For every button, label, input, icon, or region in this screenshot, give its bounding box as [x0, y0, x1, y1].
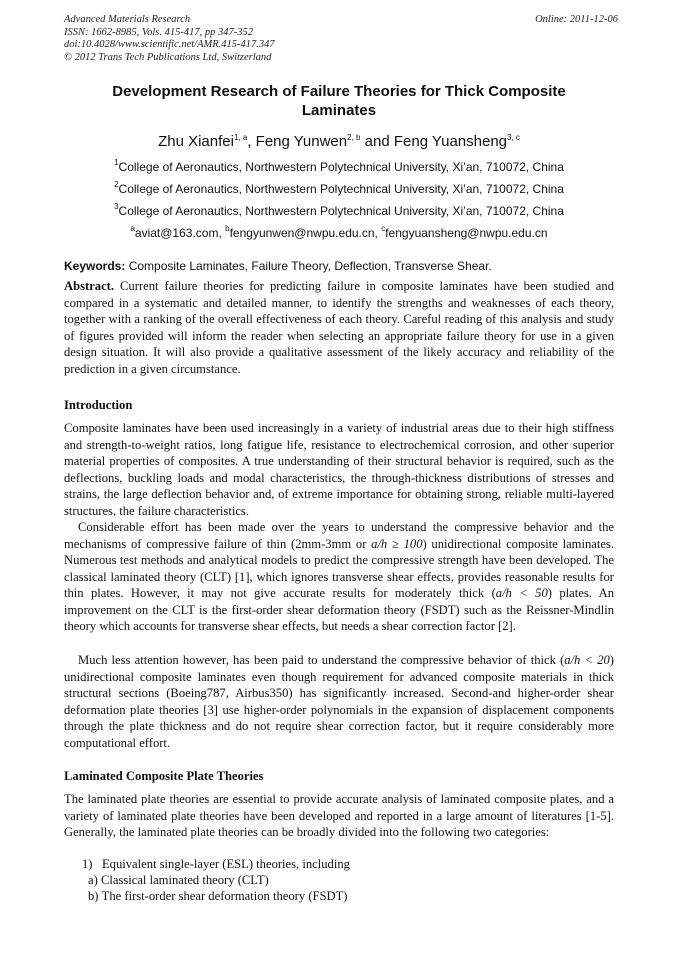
keywords-text: Composite Laminates, Failure Theory, Deflection, Transverse Shear. — [125, 259, 492, 273]
email-link[interactable]: fengyunwen@nwpu.edu.cn, — [229, 226, 382, 240]
paragraph-text: ) unidirectional composite laminates even though requirement for advanced composite materials in thick structural sections (Boeing787, Airbus350) has significantly increased. Second-and higher-order shear deformation plate theories [3] use higher-order polynomials in the expansion of displacement components through the plate thickness and do not require shear correction factor, but it require considerably more computational effort. — [64, 653, 614, 750]
journal-header — [64, 14, 618, 64]
math-expression: a/h < 20 — [564, 653, 610, 667]
copyright-line: © 2012 Trans Tech Publications Ltd, Switzerland — [64, 51, 272, 63]
list-text: Equivalent single-layer (ESL) theories, including — [101, 857, 350, 871]
email-link[interactable]: aviat@163.com, — [134, 226, 226, 240]
email-sup: b — [225, 224, 230, 233]
list-item — [88, 872, 269, 888]
affiliation-text: College of Aeronautics, Northwestern Polytechnical University, Xi’an, 710072, China — [118, 182, 564, 196]
list-item — [88, 888, 348, 904]
section-heading-plate-theories: Laminated Composite Plate Theories — [64, 769, 264, 783]
issn-line: ISSN: 1662-8985, Vols. 415-417, pp 347-352 — [64, 26, 253, 38]
paragraph-text: Considerable effort has been made over the years to understand the compressive behavior and the mechanisms of compressive failure of thin (2mm-3mm or — [64, 520, 614, 551]
abstract-text: Current failure theories for predicting failure in composite laminates have been studied and compared in a systematic and detailed manner, to identify the strengths and weaknesses of each theory, together with a ranking of the overall effectiveness of each theory. Careful reading of this analysis and study of figures provided will inform the reader when selecting an appropriate failure theory for use in a given design situation. It will also provide a qualitative assessment of the likely accuracy and reliability of the prediction in a given circumstance. — [64, 279, 614, 376]
math-expression: a/h < 50 — [495, 586, 548, 600]
author-list — [64, 129, 614, 151]
abstract — [64, 278, 614, 377]
list-item — [82, 856, 350, 872]
intro-paragraph-1: Composite laminates have been used increasingly in a variety of industrial areas due to their high stiffness and strength-to-weight ratios, long fatigue life, resistance to electrochemical corrosion, and other superior material properties of composites. A true understanding of their structural behavior is required, such as the deflections, buckling loads and modal characteristics, the through-thickness distributions of stresses and strains, the large deflection behavior and, of extreme importance for obtaining strong, reliable multi-layered structures, the failure characteristics. — [64, 421, 614, 518]
section-heading-introduction: Introduction — [64, 398, 133, 412]
affiliation-sup: 3 — [114, 202, 119, 211]
author-separator: and — [360, 133, 394, 150]
list-marker: 1) — [82, 857, 93, 871]
author-name: Feng Yunwen — [255, 133, 348, 150]
email-sup: c — [381, 224, 386, 233]
email-sup: a — [130, 224, 135, 233]
paper-title: Development Research of Failure Theories for Thick Composite Laminates — [112, 83, 566, 119]
author-sup: 2, b — [347, 133, 361, 142]
keywords-label: Keywords: — [64, 259, 126, 273]
affiliation-text: College of Aeronautics, Northwestern Polytechnical University, Xi’an, 710072, China — [118, 160, 564, 174]
plate-theories-paragraph: The laminated plate theories are essential to provide accurate analysis of laminated composite plates, and a variety of laminated plate theories have been developed and reported in a large amount of literatures [1-5]. Generally, the laminated plate theories can be broadly divided into the following two categories: — [64, 792, 614, 839]
paragraph-text: Much less attention however, has been paid to understand the compressive behavior of thick ( — [78, 653, 565, 667]
author-separator: , — [247, 133, 256, 150]
list-text: The first-order shear deformation theory (FSDT) — [101, 889, 348, 903]
author-name: Feng Yuansheng — [393, 133, 508, 150]
email-link[interactable]: fengyuansheng@nwpu.edu.cn — [385, 226, 548, 240]
list-marker: b) — [88, 889, 99, 903]
journal-name: Advanced Materials Research — [64, 14, 191, 25]
affiliation-sup: 2 — [114, 180, 119, 189]
email-list — [64, 222, 614, 240]
doi-line[interactable]: doi:10.4028/www.scientific.net/AMR.415-417.347 — [64, 39, 275, 50]
keywords — [64, 259, 618, 273]
author-name: Zhu Xianfei — [158, 133, 234, 150]
affiliation-text: College of Aeronautics, Northwestern Polytechnical University, Xi’an, 710072, China — [118, 204, 564, 218]
author-sup: 3, c — [507, 133, 520, 142]
abstract-label: Abstract. — [64, 279, 115, 293]
intro-paragraph-3 — [64, 652, 614, 751]
affiliation — [64, 178, 614, 196]
affiliation — [64, 200, 614, 218]
math-expression: a/h ≥ 100 — [371, 536, 423, 551]
author-sup: 1, a — [233, 133, 248, 142]
list-text: Classical laminated theory (CLT) — [100, 873, 269, 887]
affiliation — [64, 156, 614, 174]
list-marker: a) — [88, 873, 98, 887]
paragraph-text: ) plates. An improvement on the CLT is the first-order shear deformation theory (FSDT) such as the Reissner-Mindlin theory which accounts for transverse shear effects, but needs a shear correction factor [2]. — [64, 586, 614, 633]
affiliation-sup: 1 — [114, 158, 119, 167]
online-date: Online: 2011-12-06 — [535, 14, 618, 25]
paragraph-text: ) unidirectional composite laminates. Numerous test methods and analytical models to predict the compressive strength have been developed. The classical laminated theory (CLT) [1], which ignores transverse shear effects, provides reasonable results for thin plates. However, it may not give accurate results for moderately thick ( — [64, 536, 614, 600]
intro-paragraph-2 — [64, 519, 614, 635]
